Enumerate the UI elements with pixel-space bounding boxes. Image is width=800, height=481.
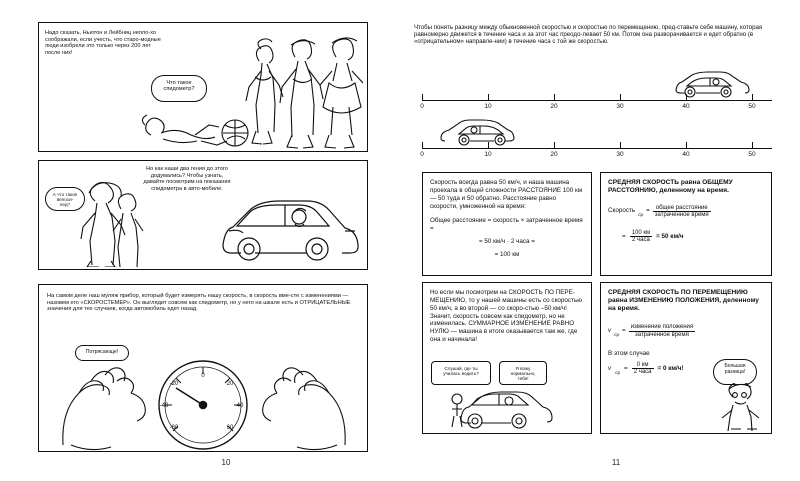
box-average-speed-title: СРЕДНЯЯ СКОРОСТЬ равна ОБЩЕМУ РАССТОЯНИЮ, деленному на время. (608, 179, 733, 194)
ruler-top-tick-50: 50 (748, 103, 756, 110)
ruler-top (422, 70, 772, 116)
comic-bubble-3-text: Большая разница! (724, 363, 746, 375)
panel-3 (38, 284, 368, 452)
right-page (400, 0, 800, 481)
ruler-top-tick-30: 30 (616, 103, 624, 110)
box-average-displacement-result: = 0 км/ч! (657, 364, 684, 372)
ruler-bottom-car (438, 118, 518, 148)
ruler-bottom-tick-20: 20 (550, 151, 558, 158)
box-average-speed-result: = 50 км/ч (656, 232, 684, 240)
box-average-displacement-symbol: v (608, 327, 612, 335)
box-average-speed-eq-sub: ср (638, 212, 644, 218)
gauge-label-0: 0 (201, 373, 205, 379)
comic-car (447, 387, 567, 431)
box-speed-eq3: = 100 км (494, 251, 520, 259)
panel-2-bubble-small-text: А что такое велоси-пед? (52, 192, 78, 208)
box-average-speed (600, 172, 772, 276)
ruler-bottom-tick-40: 40 (682, 151, 690, 158)
panel-2-figures (73, 179, 149, 267)
ruler-bottom-tick-50: 50 (748, 151, 756, 158)
box-average-speed-frac1-num: общее расстояние (653, 205, 711, 212)
box-displacement-speed-body: Но если мы посмотрим на СКОРОСТЬ ПО ПЕРЕ-МЕЩЕНИЮ, то у нашей машины есть со скоростью 50 км/ч, а во второй — со скоро-стью –50 км/ч! Значит, скорость совсем как спидометр, но не изменилась. СУММАРНОЕ ИЗМЕНЕНИЕ РАВНО НУЛЮ — машина в итоге оказывается там же, где она и начинала! (430, 289, 582, 344)
ruler-bottom-tick-0: 0 (420, 151, 424, 158)
ruler-top-tick-40: 40 (682, 103, 690, 110)
gauge-label-minus60: -60 (169, 425, 179, 431)
box-average-displacement-frac2-num: 0 км (632, 362, 654, 369)
panel-2-caption: Но как наши два гения до этого додумались? Чтобы узнать, давайте посмотрим на показания спидометра в авто-мобиле. (143, 166, 231, 192)
box-average-displacement-equals2: = (624, 364, 628, 372)
gauge-label-20: 20 (226, 381, 234, 387)
gauge-label-minus40: -40 (159, 403, 169, 409)
box-average-displacement-frac1-den: затраченное время (634, 331, 689, 338)
box-average-displacement-case-label: В этом случае (608, 349, 650, 357)
box-speed-eq2: = 50 км/ч · 2 часа = (478, 238, 535, 246)
left-page-number: 10 (221, 458, 231, 467)
panel-2-car (215, 187, 365, 267)
box-average-displacement-title: СРЕДНЯЯ СКОРОСТЬ ПО ПЕРЕМЕЩЕНИЮ равна ИЗМЕНЕНИЮ ПОЛОЖЕНИЯ, деленному на время. (608, 289, 759, 312)
box-average-displacement-frac1 (629, 324, 695, 338)
gauge-label-minus20: -20 (169, 381, 179, 387)
comic-bubble-1 (431, 361, 491, 385)
comic-bubble-1-text: Слушай, где ты училась водить? (443, 366, 479, 377)
panel-2 (38, 160, 368, 270)
box-speed (422, 172, 592, 276)
box-average-speed-frac1-den: затраченное время (654, 211, 709, 218)
box-average-displacement-speed (600, 282, 772, 434)
box-average-displacement-frac2 (632, 362, 654, 376)
speedometer-gauge (143, 355, 263, 451)
box-displacement-speed (422, 282, 592, 434)
box-speed-eq1: Общее расстояние = скорость × затраченное время = (430, 217, 583, 233)
box-average-speed-eq-label: Скорость (608, 207, 636, 215)
panel-3-caption: На самом деле наш муляж прибор, который будет измерять нашу скорость, в скорость вме-сте с изменениями — назовем его «СКОРОСТЕМЕР». Он выглядит совсем как спидометр, но у него на шкале есть и ОТРИЦАТЕЛЬНЫЕ значения для тех случаев, когда автомобиль едет назад. (47, 293, 351, 313)
ruler-bottom-tick-10: 10 (484, 151, 492, 158)
page-gutter (399, 0, 401, 481)
box-average-displacement-equals: = (622, 327, 626, 335)
panel-1-fallen-figure (135, 105, 255, 151)
ruler-top-tick-10: 10 (484, 103, 492, 110)
ruler-top-tick-0: 0 (420, 103, 424, 110)
comic-bubble-2 (499, 361, 547, 385)
panel-1 (38, 22, 368, 152)
panel-3-bubble-text: Потрясающе! (85, 349, 119, 355)
box-average-displacement-sub2: ср (615, 369, 621, 375)
comic-bubble-2-text: Я вожу нормально, тебе! (510, 366, 536, 382)
intro-text: Чтобы понять разницу между обыкновенной скоростью и скоростью по перемещению, пред-ставьте себе машину, которая равномерно движется в течение часа и за этот час преодо-левает 50 км. Потом она разворачивается и едет обратно (в «отрицательном» направле-нии) в течение часа с той же скоростью. (414, 24, 763, 46)
ruler-bottom (422, 118, 772, 164)
box-average-displacement-sub: ср (614, 332, 620, 338)
box-average-speed-equals: = (646, 207, 650, 215)
box-average-speed-frac1 (653, 205, 711, 219)
box-average-speed-frac2-num: 100 км (631, 230, 651, 237)
gauge-label-60: 60 (226, 425, 234, 431)
ruler-top-car (672, 70, 752, 100)
box-average-displacement-frac1-num: изменение положения (630, 324, 694, 331)
box-average-speed-equals2: = (622, 232, 626, 240)
box-average-speed-frac2 (630, 230, 652, 244)
gauge-label-40: 40 (236, 403, 244, 409)
box-average-displacement-frac2-den: 2 часа (633, 369, 652, 376)
right-page-number: 11 (611, 458, 621, 467)
ruler-top-tick-20: 20 (550, 103, 558, 110)
comic-bubble-3 (713, 359, 757, 385)
box-speed-body: Скорость всегда равна 50 км/ч, и наша машина проехала в общей сложности РАССТОЯНИЕ 100 км — 50 туда и 50 обратно. Расстояние равно скорости, умноженной на время: (430, 179, 583, 210)
panel-1-caption: Надо сказать, Ньютон и Лейбниц непло-хо соображали, если учесть, что старо-модные люди изобрели это только через 200 лет после них! (45, 30, 161, 56)
panel-1-bubble-text: Что такое спидометр? (163, 80, 195, 93)
panel-1-bubble (151, 75, 207, 102)
box-average-speed-frac2-den: 2 часа (632, 237, 650, 244)
comic-person (711, 383, 767, 431)
ruler-bottom-tick-30: 30 (616, 151, 624, 158)
box-average-displacement-symbol2: v (608, 364, 612, 372)
